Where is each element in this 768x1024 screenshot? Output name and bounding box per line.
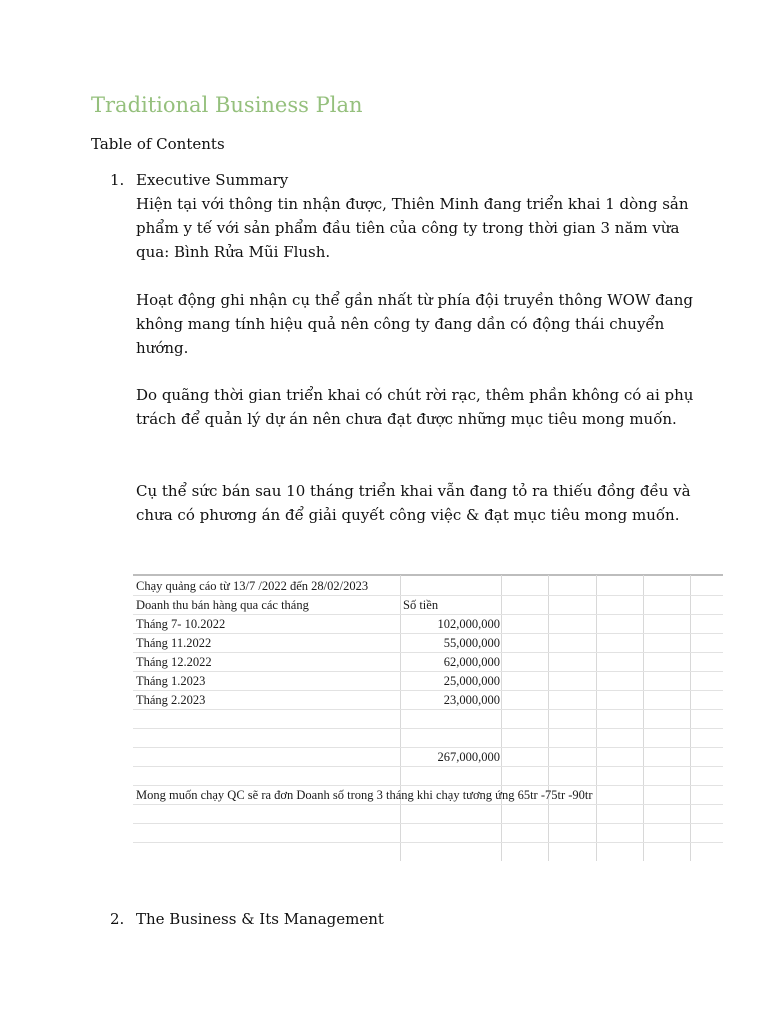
sheet-col-amount: Số tiền (403, 598, 439, 612)
sheet-header: Chạy quảng cáo từ 13/7 /2022 đến 28/02/2023 (136, 579, 369, 593)
summary-paragraph-3: Do quãng thời gian triển khai có chút rời rạc, thêm phần không có ai phụ trách để quản lý dự án nên chưa đạt được những mục tiêu mong muốn. (136, 386, 694, 428)
sheet-row-amount: 55,000,000 (443, 636, 500, 650)
sheet-row-amount: 62,000,000 (443, 655, 500, 669)
summary-paragraph-1: Hiện tại với thông tin nhận được, Thiên Minh đang triển khai 1 dòng sản phẩm y tế với sản phẩm đầu tiên của công ty trong thời gian 3 năm vừa qua: Bình Rửa Mũi Flush. (136, 195, 689, 261)
section-1-number: 1. (110, 171, 125, 189)
sheet-note: Mong muốn chạy QC sẽ ra đơn Doanh số trong 3 tháng khi chạy tương ứng 65tr -75tr -90tr (136, 788, 593, 802)
sheet-row-amount: 102,000,000 (437, 617, 500, 631)
section-1-title: Executive Summary (136, 171, 289, 189)
sheet-row-month: Tháng 2.2023 (136, 693, 206, 707)
sheet-row-amount: 23,000,000 (443, 693, 500, 707)
sheet-row-month: Tháng 1.2023 (136, 674, 206, 688)
revenue-spreadsheet (133, 571, 723, 861)
summary-paragraph-2: Hoạt động ghi nhận cụ thể gần nhất từ phía đội truyền thông WOW đang không mang tính hiệu quả nên công ty đang dần có động thái chuyển hướng. (136, 291, 693, 357)
toc-heading: Table of Contents (91, 135, 225, 153)
sheet-row-month: Tháng 11.2022 (136, 636, 212, 650)
document-title: Traditional Business Plan (91, 93, 363, 117)
sheet-row-month: Tháng 7- 10.2022 (136, 617, 226, 631)
sheet-row-month: Tháng 12.2022 (136, 655, 212, 669)
section-2-number: 2. (110, 910, 125, 928)
sheet-total: 267,000,000 (437, 750, 500, 764)
section-2-title: The Business & Its Management (136, 910, 384, 928)
summary-paragraph-4: Cụ thể sức bán sau 10 tháng triển khai vẫn đang tỏ ra thiếu đồng đều và chưa có phương án để giải quyết công việc & đạt mục tiêu mong muốn. (136, 482, 691, 524)
sheet-row-amount: 25,000,000 (443, 674, 500, 688)
sheet-col-label: Doanh thu bán hàng qua các tháng (136, 598, 309, 612)
